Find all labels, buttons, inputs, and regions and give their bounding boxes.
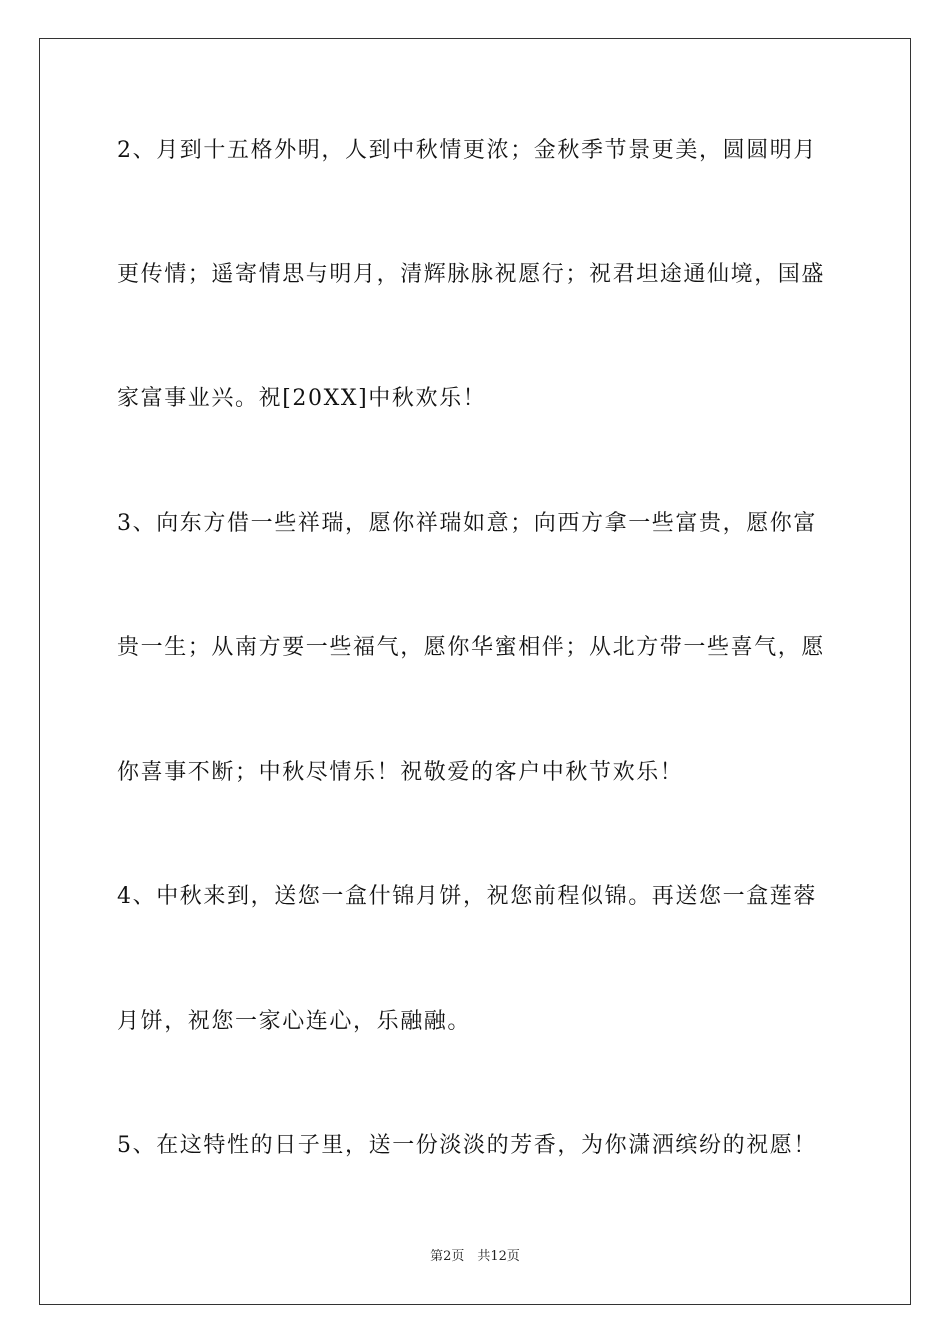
paragraph-3-line-1: 3、向东方借一些祥瑞，愿你祥瑞如意；向西方拿一些富贵，愿你富 xyxy=(117,511,817,536)
paragraph-2-line-2: 更传情；遥寄情思与明月，清辉脉脉祝愿行；祝君坦途通仙境，国盛 xyxy=(117,262,826,287)
paragraph-3-line-3: 你喜事不断；中秋尽情乐！祝敬爱的客户中秋节欢乐！ xyxy=(117,760,684,785)
paragraph-5-line-1: 5、在这特性的日子里，送一份淡淡的芳香，为你潇洒缤纷的祝愿！ xyxy=(117,1133,817,1158)
page-number-footer: 第2页 共12页 xyxy=(430,1249,520,1264)
page-border xyxy=(39,38,911,1305)
paragraph-2-line-3: 家富事业兴。祝[20XX]中秋欢乐！ xyxy=(117,386,487,411)
paragraph-4-line-1: 4、中秋来到，送您一盒什锦月饼，祝您前程似锦。再送您一盒莲蓉 xyxy=(117,884,817,909)
paragraph-4-line-2: 月饼，祝您一家心连心，乐融融。 xyxy=(117,1009,472,1034)
paragraph-2-line-1: 2、月到十五格外明，人到中秋情更浓；金秋季节景更美，圆圆明月 xyxy=(117,138,817,163)
paragraph-3-line-2: 贵一生；从南方要一些福气，愿你华蜜相伴；从北方带一些喜气，愿 xyxy=(117,635,826,660)
